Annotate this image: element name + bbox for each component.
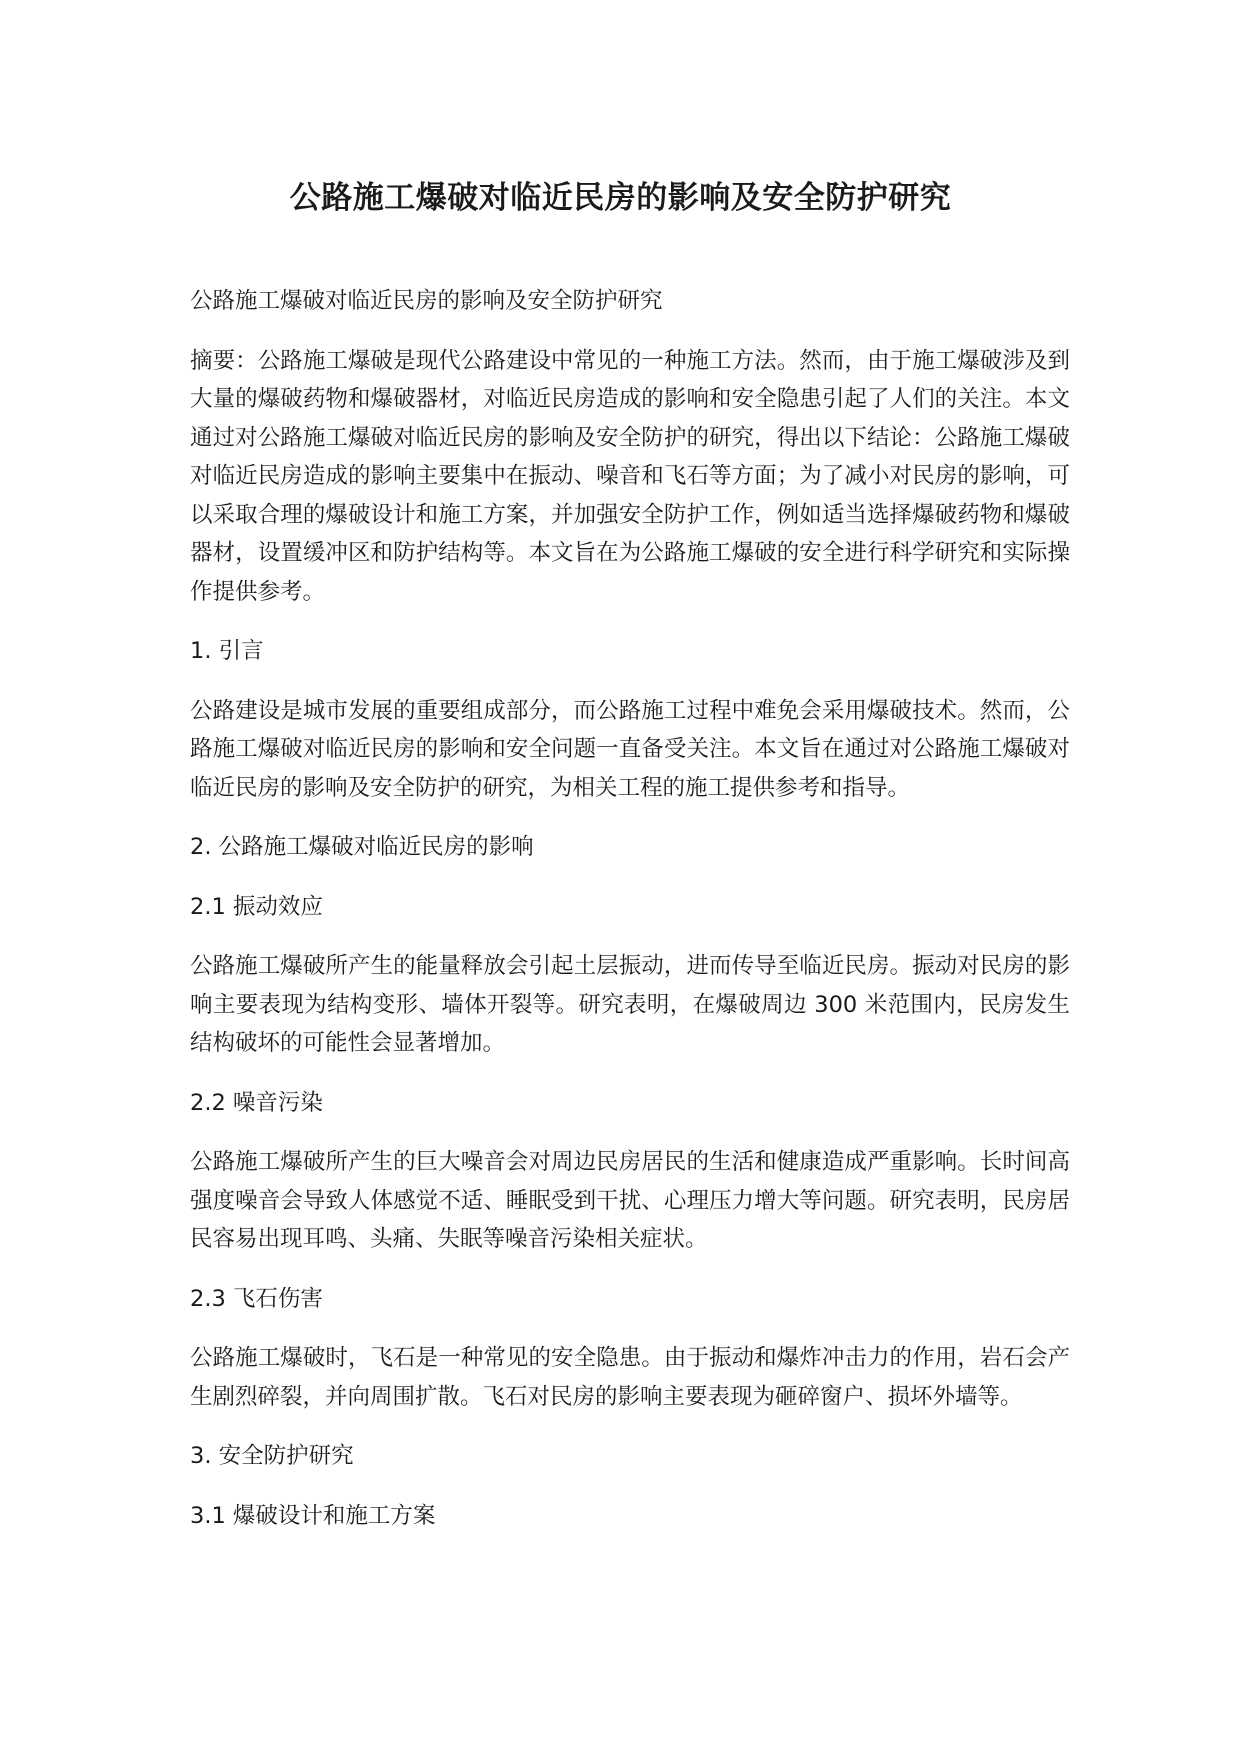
section-heading-2-3: 2.3 飞石伤害 (190, 1285, 323, 1312)
section-paragraph-1: 公路建设是城市发展的重要组成部分，而公路施工过程中难免会采用爆破技术。然而，公路施工爆破对临近民房的影响和安全问题一直备受关注。本文旨在通过对公路施工爆破对临近民房的影响及安全防护的研究，为相关工程的施工提供参考和指导。 (190, 697, 1070, 801)
section-heading-2: 2. 公路施工爆破对临近民房的影响 (190, 834, 534, 860)
section-heading-1: 1. 引言 (190, 638, 264, 664)
section-heading-3: 3. 安全防护研究 (190, 1443, 354, 1469)
section-paragraph-2-2: 公路施工爆破所产生的巨大噪音会对周边民房居民的生活和健康造成严重影响。长时间高强度噪音会导致人体感觉不适、睡眠受到干扰、心理压力增大等问题。研究表明，民房居民容易出现耳鸣、头痛、失眠等噪音污染相关症状。 (190, 1149, 1070, 1252)
document-body (190, 282, 1070, 1556)
section-paragraph-2-3: 公路施工爆破时，飞石是一种常见的安全隐患。由于振动和爆炸冲击力的作用，岩石会产生剧烈碎裂，并向周围扩散。飞石对民房的影响主要表现为砸碎窗户、损坏外墙等。 (190, 1345, 1070, 1410)
section-heading-3-1: 3.1 爆破设计和施工方案 (190, 1502, 436, 1529)
section-heading-2-2: 2.2 噪音污染 (190, 1089, 323, 1116)
document-title: 公路施工爆破对临近民房的影响及安全防护研究 (289, 180, 952, 216)
section-heading-2-1: 2.1 振动效应 (190, 893, 323, 920)
section-paragraph-2-1: 公路施工爆破所产生的能量释放会引起土层振动，进而传导至临近民房。振动对民房的影响主要表现为结构变形、墙体开裂等。研究表明，在爆破周边 300 米范围内，民房发生结构破坏的可能性会显著增加。 (190, 953, 1070, 1056)
document-subtitle: 公路施工爆破对临近民房的影响及安全防护研究 (190, 288, 663, 314)
abstract-paragraph: 摘要：公路施工爆破是现代公路建设中常见的一种施工方法。然而，由于施工爆破涉及到大量的爆破药物和爆破器材，对临近民房造成的影响和安全隐患引起了人们的关注。本文通过对公路施工爆破对临近民房的影响及安全防护的研究，得出以下结论：公路施工爆破对临近民房造成的影响主要集中在振动、噪音和飞石等方面；为了减小对民房的影响，可以采取合理的爆破设计和施工方案，并加强安全防护工作，例如适当选择爆破药物和爆破器材，设置缓冲区和防护结构等。本文旨在为公路施工爆破的安全进行科学研究和实际操作提供参考。 (190, 347, 1070, 605)
